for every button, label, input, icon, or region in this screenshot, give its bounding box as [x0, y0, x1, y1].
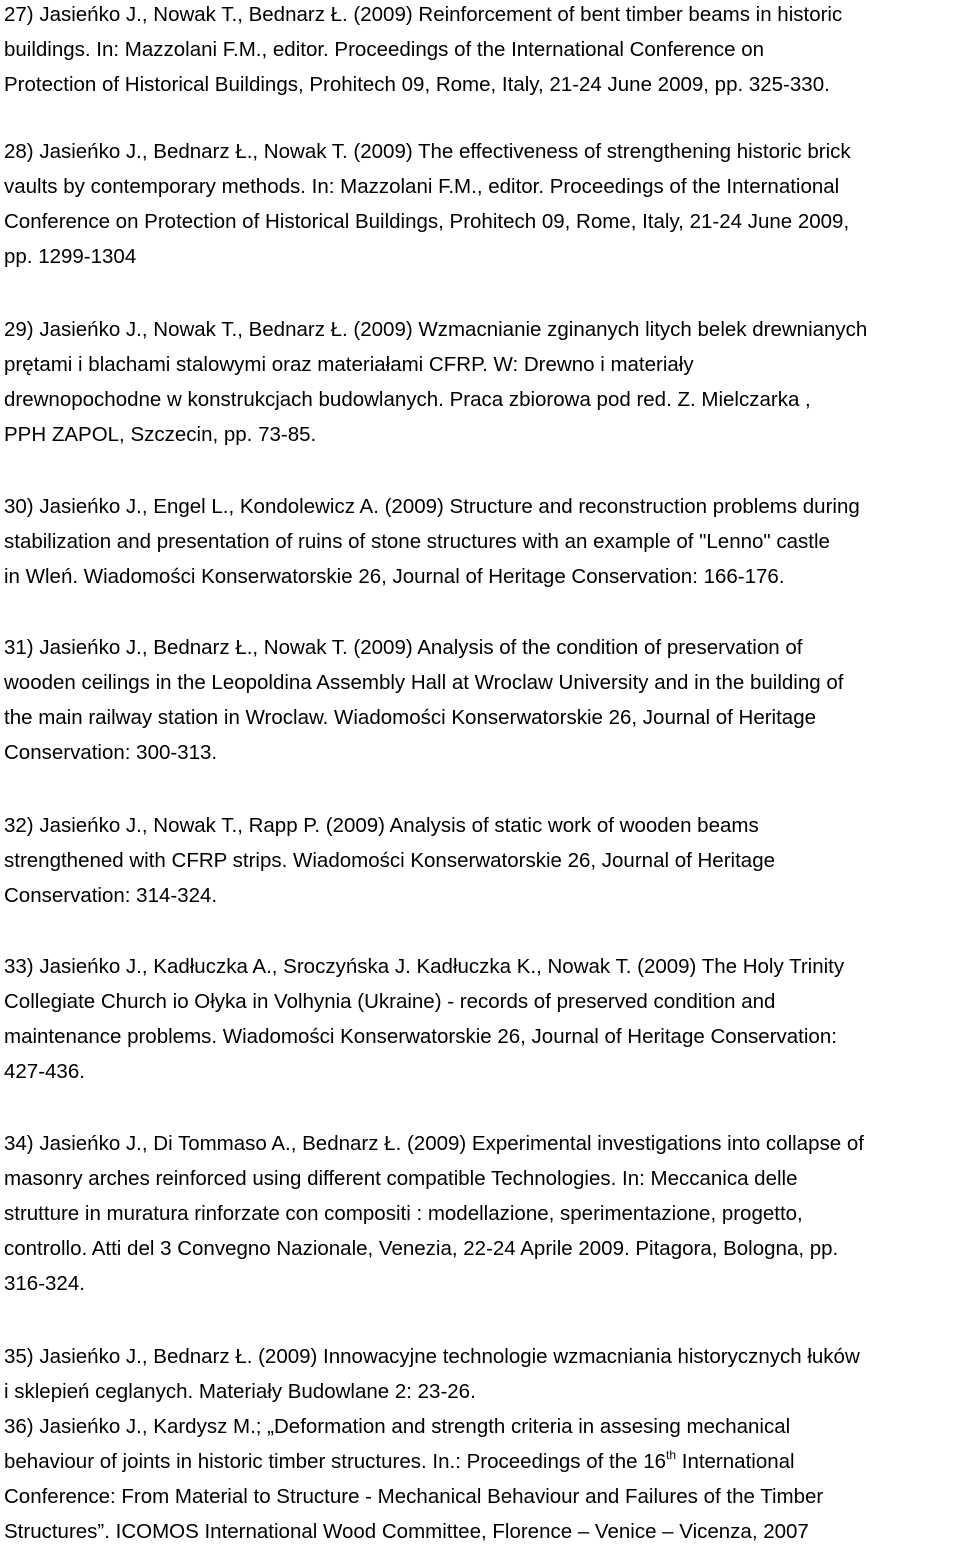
reference-line: Structures”. ICOMOS International Wood Committee, Florence – Venice – Vicenza, 2007: [4, 1520, 809, 1543]
reference-line-with-superscript: [4, 1444, 954, 1479]
reference-line: buildings. In: Mazzolani F.M., editor. Proceedings of the International Conference on: [4, 38, 765, 61]
reference-line: 28) Jasieńko J., Bednarz Ł., Nowak T. (2009) The effectiveness of strengthening historic brick: [4, 140, 851, 163]
reference-line: strengthened with CFRP strips. Wiadomości Konserwatorskie 26, Journal of Heritage: [4, 849, 775, 872]
reference-line: prętami i blachami stalowymi oraz materiałami CFRP. W: Drewno i materiały: [4, 353, 694, 376]
reference-31: [4, 630, 954, 770]
reference-line: pp. 1299-1304: [4, 245, 137, 268]
reference-line: 31) Jasieńko J., Bednarz Ł., Nowak T. (2009) Analysis of the condition of preservation of: [4, 636, 803, 659]
reference-line: PPH ZAPOL, Szczecin, pp. 73-85.: [4, 423, 317, 446]
reference-line: Collegiate Church io Ołyka in Volhynia (Ukraine) - records of preserved condition and: [4, 990, 776, 1013]
reference-line: Conservation: 314-324.: [4, 884, 218, 907]
reference-line: masonry arches reinforced using different compatible Technologies. In: Meccanica delle: [4, 1167, 798, 1190]
reference-line: strutture in muratura rinforzate con compositi : modellazione, sperimentazione, progetto,: [4, 1202, 803, 1225]
reference-line: 27) Jasieńko J., Nowak T., Bednarz Ł. (2009) Reinforcement of bent timber beams in historic: [4, 3, 843, 26]
reference-line: Conference on Protection of Historical Buildings, Prohitech 09, Rome, Italy, 21-24 June 2009,: [4, 210, 850, 233]
reference-line: Conference: From Material to Structure - Mechanical Behaviour and Failures of the Timber: [4, 1485, 824, 1508]
reference-35: [4, 1339, 954, 1409]
reference-29: [4, 312, 954, 452]
reference-line: Conservation: 300-313.: [4, 741, 218, 764]
reference-33: [4, 949, 954, 1089]
reference-line: 36) Jasieńko J., Kardysz M.; „Deformation and strength criteria in assesing mechanical: [4, 1415, 791, 1438]
reference-line: 32) Jasieńko J., Nowak T., Rapp P. (2009) Analysis of static work of wooden beams: [4, 814, 759, 837]
reference-36: [4, 1409, 954, 1549]
reference-line: drewnopochodne w konstrukcjach budowlanych. Praca zbiorowa pod red. Z. Mielczarka ,: [4, 388, 811, 411]
reference-line: 427-436.: [4, 1060, 85, 1083]
reference-line: 35) Jasieńko J., Bednarz Ł. (2009) Innowacyjne technologie wzmacniania historycznych łuków: [4, 1345, 860, 1368]
reference-line: 29) Jasieńko J., Nowak T., Bednarz Ł. (2009) Wzmacnianie zginanych litych belek drewnianych: [4, 318, 868, 341]
reference-line: vaults by contemporary methods. In: Mazzolani F.M., editor. Proceedings of the International: [4, 175, 840, 198]
reference-line: Protection of Historical Buildings, Prohitech 09, Rome, Italy, 21-24 June 2009, pp. 325-330.: [4, 73, 830, 96]
reference-line: 34) Jasieńko J., Di Tommaso A., Bednarz Ł. (2009) Experimental investigations into collapse of: [4, 1132, 864, 1155]
reference-line: controllo. Atti del 3 Convegno Nazionale, Venezia, 22-24 Aprile 2009. Pitagora, Bologna, pp.: [4, 1237, 839, 1260]
reference-line-tail: International: [676, 1450, 795, 1473]
reference-32: [4, 808, 954, 913]
reference-28: [4, 134, 954, 274]
reference-line: 316-324.: [4, 1272, 85, 1295]
reference-line: maintenance problems. Wiadomości Konserwatorskie 26, Journal of Heritage Conservation:: [4, 1025, 837, 1048]
reference-line: i sklepień ceglanych. Materiały Budowlane 2: 23-26.: [4, 1380, 476, 1403]
reference-line: 33) Jasieńko J., Kadłuczka A., Sroczyńska J. Kadłuczka K., Nowak T. (2009) The Holy Trinity: [4, 955, 845, 978]
reference-27: [4, 0, 954, 102]
reference-line: in Wleń. Wiadomości Konserwatorskie 26, Journal of Heritage Conservation: 166-176.: [4, 565, 785, 588]
reference-30: [4, 489, 954, 594]
reference-34: [4, 1126, 954, 1301]
ordinal-superscript: th: [666, 1448, 677, 1462]
reference-line: 30) Jasieńko J., Engel L., Kondolewicz A. (2009) Structure and reconstruction problems during: [4, 495, 860, 518]
reference-line-text: behaviour of joints in historic timber structures. In.: Proceedings of the 16: [4, 1450, 667, 1473]
reference-line: the main railway station in Wroclaw. Wiadomości Konserwatorskie 26, Journal of Heritage: [4, 706, 817, 729]
reference-line: stabilization and presentation of ruins of stone structures with an example of "Lenno" castle: [4, 530, 830, 553]
reference-line: wooden ceilings in the Leopoldina Assembly Hall at Wroclaw University and in the building of: [4, 671, 844, 694]
